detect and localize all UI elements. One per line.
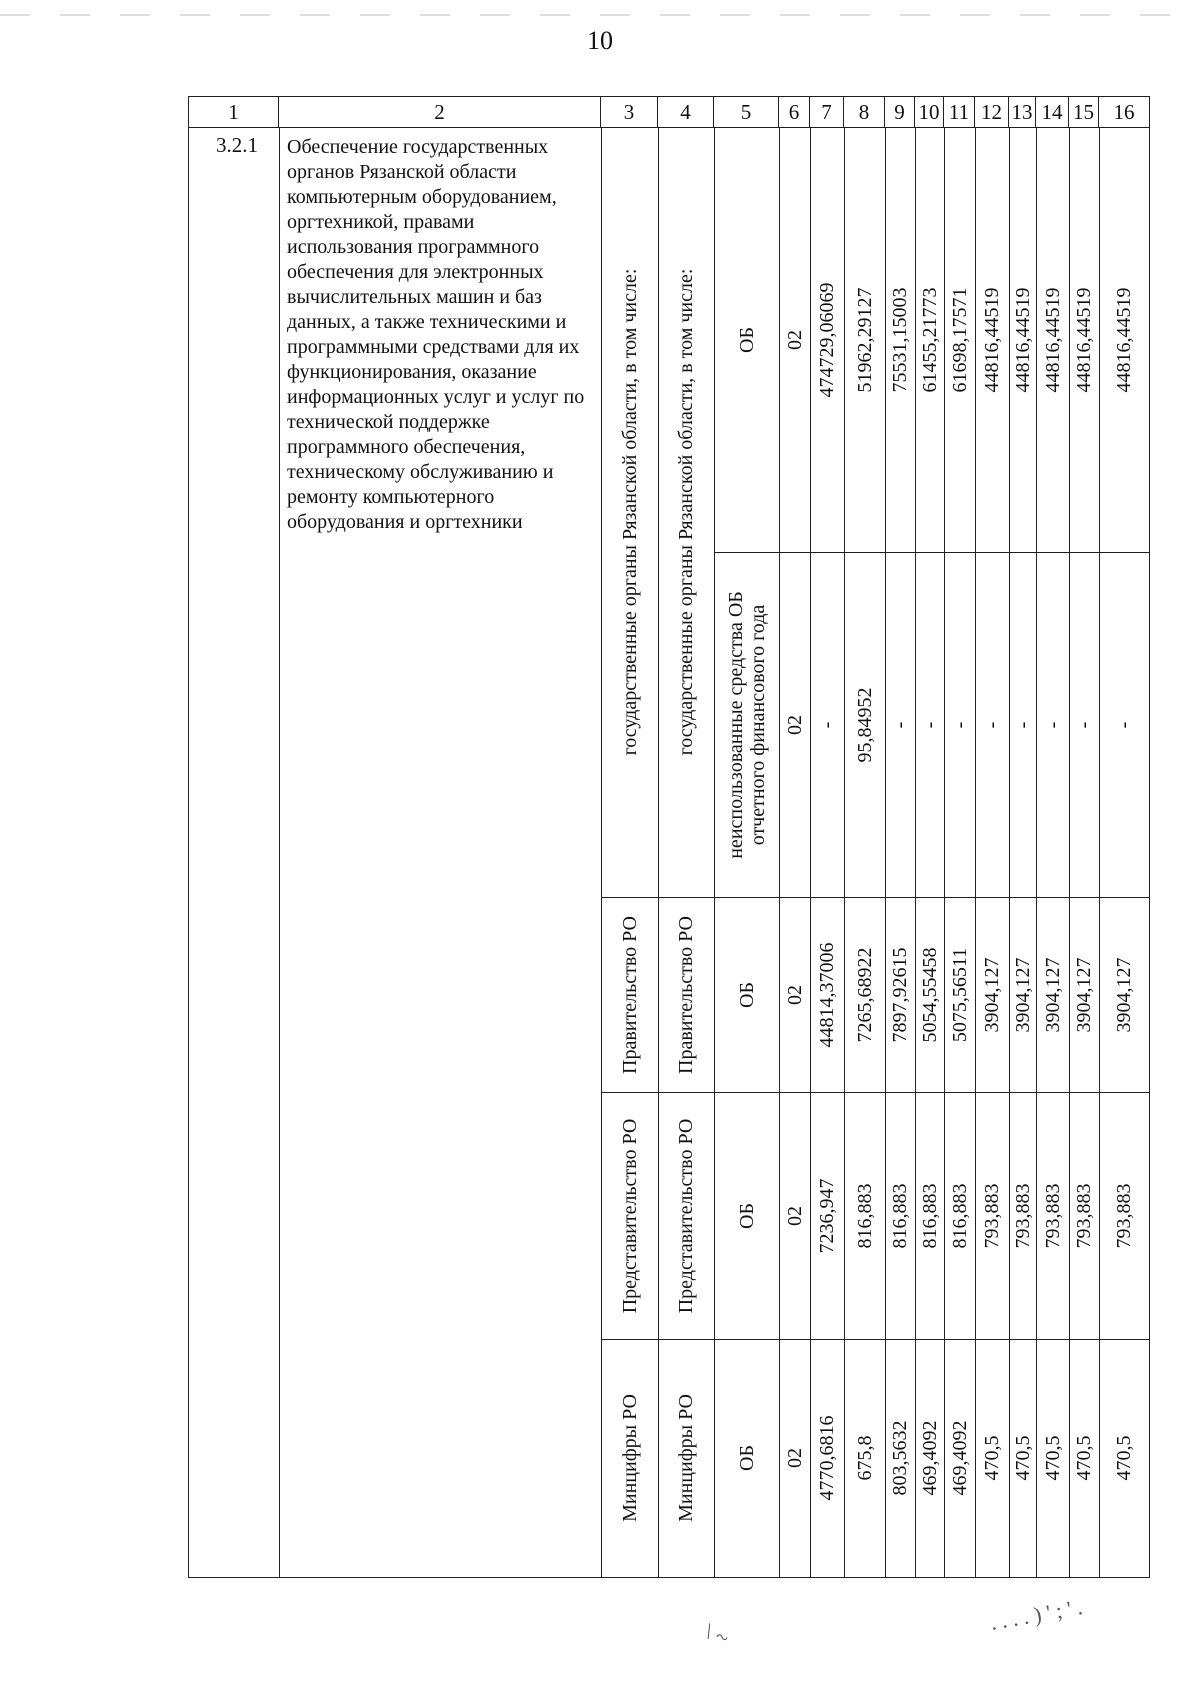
amount-cell: 5054,55458	[918, 947, 941, 1042]
funding-source-cell: ОБ	[735, 1202, 758, 1229]
amount-cell: 7897,92615	[889, 947, 911, 1042]
amount-cell: 470,5	[1113, 1435, 1135, 1481]
scan-mark: \ ~	[701, 1618, 733, 1651]
header-col-13: 13	[1009, 97, 1036, 127]
row-description: Обеспечение государственных органов Рязанской области компьютерным оборудованием, оргтехникой, правами использования программного обеспечения для электронных вычислительных машин и баз данных, а также техническими и программными средствами для их функционирования, оказание информационных услуг и услуг по технической поддержке программного обеспечения, техническому обслуживанию и ремонту компьютерного оборудования и оргтехники	[287, 136, 585, 533]
table-header-row	[189, 97, 1149, 128]
amount-cell: 470,5	[1073, 1435, 1095, 1481]
header-col-4: 4	[658, 97, 714, 127]
amount-cell: 470,5	[1041, 1435, 1064, 1481]
amount-cell: 44816,44519	[1011, 287, 1034, 392]
amount-cell: 793,883	[981, 1183, 1003, 1248]
header-col-11: 11	[944, 97, 975, 127]
amount-cell: 95,84952	[853, 687, 876, 762]
header-col-6: 6	[779, 97, 810, 127]
amount-cell: -	[1113, 721, 1135, 728]
amount-cell: 44816,44519	[1073, 287, 1095, 392]
amount-cell: 816,883	[889, 1183, 911, 1248]
coexecutor-cell: Минцифры РО	[675, 1394, 697, 1522]
amount-cell: -	[981, 721, 1003, 728]
amount-cell: 4770,6816	[816, 1415, 838, 1501]
amount-cell: 3904,127	[1073, 957, 1095, 1032]
executor-cell: государственные органы Рязанской области, в том числе:	[618, 268, 641, 756]
amount-cell: -	[889, 721, 911, 728]
header-col-3: 3	[601, 97, 658, 127]
amount-cell: -	[1073, 721, 1095, 728]
amount-cell: 5075,56511	[948, 947, 971, 1042]
coexecutor-cell: Правительство РО	[675, 915, 697, 1074]
page-number: 10	[587, 26, 613, 55]
amount-cell: 44814,37006	[816, 942, 838, 1047]
executor-cell: Минцифры РО	[618, 1394, 641, 1522]
header-col-8: 8	[844, 97, 885, 127]
budget-code-cell: 02	[783, 984, 806, 1005]
header-col-16: 16	[1113, 100, 1135, 124]
header-col-10: 10	[915, 97, 944, 127]
amount-cell: -	[816, 721, 838, 728]
amount-cell: 44816,44519	[1113, 287, 1135, 392]
header-col-1: 1	[189, 97, 279, 127]
amount-cell: 469,4092	[948, 1420, 971, 1496]
funding-source-cell: ОБ	[735, 1445, 758, 1471]
executor-cell: Представительство РО	[618, 1118, 641, 1313]
amount-cell: 61698,17571	[948, 287, 971, 392]
amount-cell: 75531,15003	[889, 287, 911, 392]
amount-cell: 3904,127	[1041, 957, 1064, 1032]
coexecutor-cell: Представительство РО	[675, 1118, 697, 1313]
amount-cell: 474729,06069	[816, 282, 838, 397]
amount-cell: -	[918, 721, 941, 728]
amount-cell: 61455,21773	[918, 287, 941, 392]
program-table	[188, 96, 1150, 1578]
amount-cell: 816,883	[918, 1183, 941, 1248]
amount-cell: 3904,127	[981, 957, 1003, 1032]
amount-cell: 3904,127	[1113, 957, 1135, 1032]
budget-code-cell: 02	[783, 329, 806, 350]
executor-cell: Правительство РО	[618, 915, 641, 1074]
amount-cell: -	[1011, 721, 1034, 728]
amount-cell: 44816,44519	[1041, 287, 1064, 392]
amount-cell: 675,8	[853, 1435, 876, 1481]
amount-cell: 793,883	[1011, 1183, 1034, 1248]
amount-cell: 51962,29127	[853, 287, 876, 392]
funding-source-cell: ОБ	[735, 981, 758, 1008]
scan-edge-artifact	[0, 14, 1200, 16]
amount-cell: 470,5	[981, 1435, 1003, 1481]
amount-cell: -	[1041, 721, 1064, 728]
budget-code-cell: 02	[783, 1205, 806, 1226]
amount-cell: 7236,947	[816, 1178, 838, 1253]
amount-cell: 7265,68922	[853, 947, 876, 1042]
funding-source-cell: ОБ	[735, 326, 758, 353]
budget-code-cell: 02	[783, 714, 806, 735]
budget-code-cell: 02	[783, 1448, 806, 1468]
header-col-5: 5	[714, 97, 779, 127]
amount-cell: 816,883	[948, 1183, 971, 1248]
header-col-9: 9	[885, 97, 915, 127]
header-col-14: 14	[1036, 97, 1069, 127]
row-code: 3.2.1	[216, 133, 258, 157]
amount-cell: 793,883	[1113, 1183, 1135, 1248]
header-col-7: 7	[810, 97, 844, 127]
header-col-2: 2	[279, 97, 601, 127]
amount-cell: 44816,44519	[981, 287, 1003, 392]
column-rule	[279, 127, 280, 1577]
amount-cell: 793,883	[1041, 1183, 1064, 1248]
amount-cell: 793,883	[1073, 1183, 1095, 1248]
amount-cell: -	[948, 721, 971, 728]
coexecutor-cell: государственные органы Рязанской области, в том числе:	[675, 268, 697, 756]
scan-mark: . . . . ) ' ; ' .	[988, 1594, 1085, 1635]
funding-source-cell: неиспользованные средства ОБ отчетного финансового года	[724, 590, 769, 859]
amount-cell: 816,883	[853, 1183, 876, 1248]
amount-cell: 470,5	[1011, 1435, 1034, 1481]
amount-cell: 803,5632	[889, 1420, 911, 1496]
amount-cell: 469,4092	[918, 1420, 941, 1496]
header-col-12: 12	[975, 97, 1009, 127]
header-col-15: 15	[1069, 97, 1099, 127]
amount-cell: 3904,127	[1011, 957, 1034, 1032]
